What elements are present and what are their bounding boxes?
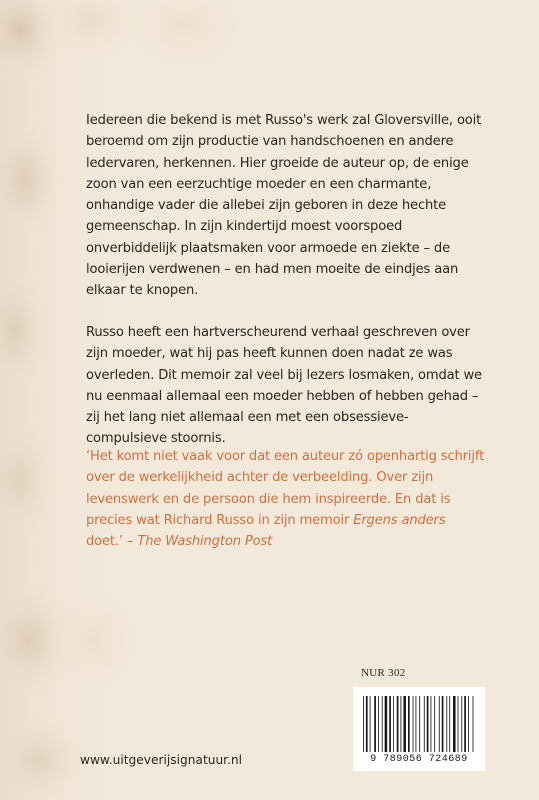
barcode-bar: [385, 696, 388, 752]
isbn-number: 9 789056 724689: [370, 754, 468, 765]
barcode-bar: [374, 696, 376, 752]
barcode-bar: [461, 696, 462, 752]
quote-source: The Washington Post: [137, 534, 273, 550]
paragraph-text: Iedereen die bekend is met Russo's werk zal Gloversville, ooit beroemd om zijn productie van handschoenen en andere ledervaren, herkennen. Hier groeide de auteur op, de enige zoon van een eerzuchtige moeder en een charmante, onhandige vader die allebei zijn geboren in deze hechte gemeenschap. In zijn kindertijd moest voorspoed onverbiddelijk plaatsmaken voor armoede en ziekte – de looierijen verdwenen – en had men moeite de eindjes aan elkaar te knopen.: [86, 113, 482, 299]
press-quote: [86, 446, 486, 552]
barcode-bar: [408, 696, 410, 752]
barcode-bar: [382, 696, 383, 752]
barcode-bar: [363, 696, 364, 752]
barcode-bar: [401, 696, 402, 752]
barcode-bar: [453, 696, 456, 752]
quote-book-title: Ergens anders: [353, 512, 446, 528]
barcode-bar: [449, 696, 450, 752]
barcode: [353, 687, 485, 771]
nur-code: NUR 302: [361, 667, 406, 679]
barcode-bar: [419, 696, 420, 752]
description-paragraph-1: [86, 110, 486, 302]
barcode-bar: [424, 696, 425, 752]
barcode-bar: [427, 696, 429, 752]
barcode-bar: [366, 696, 368, 752]
barcode-bar: [439, 696, 440, 752]
quote-tail: doet.’ –: [86, 534, 138, 550]
barcode-bar: [416, 696, 417, 752]
barcode-bar: [442, 696, 444, 752]
barcode-bar: [370, 696, 371, 752]
barcode-bar: [431, 696, 432, 752]
barcode-bar: [458, 696, 459, 752]
barcode-bar: [473, 696, 474, 752]
barcode-bar: [434, 696, 435, 752]
publisher-website[interactable]: www.uitgeverijsignatuur.nl: [80, 753, 243, 767]
barcode-bar: [468, 696, 469, 752]
barcode-bar: [446, 696, 447, 752]
barcode-bars: [363, 696, 475, 752]
barcode-bar: [397, 696, 399, 752]
quote-body: ‘Het komt niet vaak voor dat een auteur zó openhartig schrijft over de werkelijkheid achter de verbeelding. Over zijn levenswerk en de persoon die hem inspireerde. En dat is precies wat Richard Russo in zijn memoir: [86, 449, 485, 528]
description-paragraph-2: [86, 322, 486, 450]
barcode-bar: [393, 696, 394, 752]
barcode-bar: [378, 696, 379, 752]
barcode-bar: [389, 696, 391, 752]
quote-text: [86, 446, 486, 552]
barcode-bar: [464, 696, 466, 752]
barcode-bar: [403, 696, 406, 752]
barcode-bar: [413, 696, 414, 752]
paragraph-text: Russo heeft een hartverscheurend verhaal geschreven over zijn moeder, wat hij pas heeft kunnen doen nadat ze was overleden. Dit memoir zal veel bij lezers losmaken, omdat we nu eenmaal allemaal een moeder hebben of hebben gehad – zij het lang niet allemaal een met een obsessieve-compulsieve stoornis.: [86, 325, 482, 447]
